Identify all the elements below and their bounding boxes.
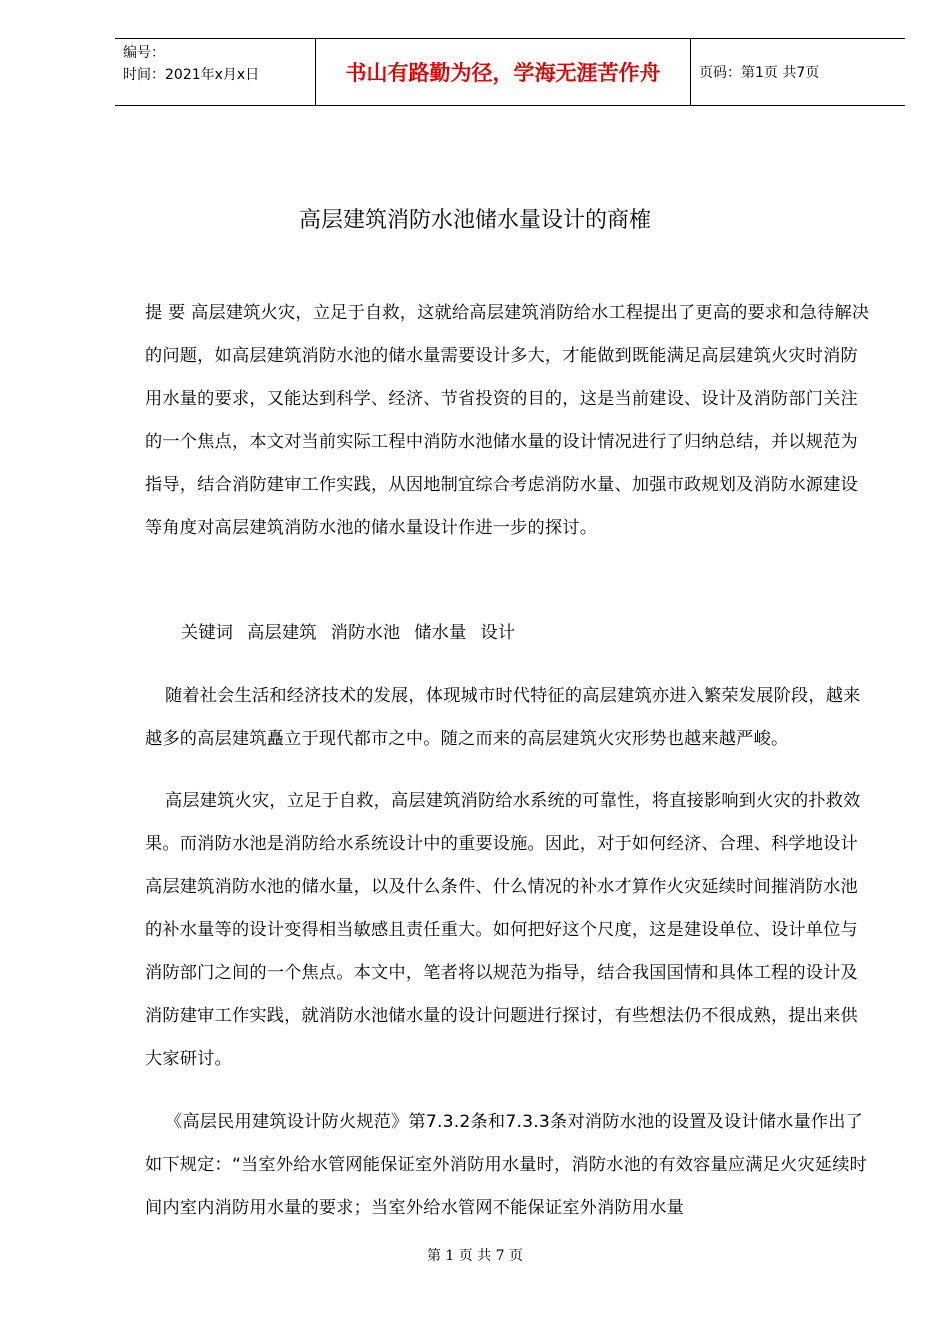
paragraph-text: 高层建筑火灾，立足于自救，高层建筑消防给水系统的可靠性，将直接影响到火灾的扑救效果。而消防水池是消防给水系统设计中的重要设施。因此，对于如何经济、合理、科学地设计高层建筑消防水池的储水量，以及什么条件、什么情况的补水才算作火灾延续时间摧消防水池的补水量等的设计变得相当敏感且责任重大。如何把好这个尺度，这是建设单位、设计单位与消防部门之间的一个焦点。本文中，笔者将以规范为指导，结合我国国情和具体工程的设计及消防建审工作实践，就消防水池储水量的设计问题进行探讨，有些想法仍不很成熟，提出来供大家研讨。	[145, 791, 861, 1069]
keywords-line	[181, 612, 909, 655]
body-paragraph	[145, 675, 873, 761]
document-title: 高层建筑消防水池储水量设计的商榷	[298, 208, 651, 233]
header-motto: 书山有路勤为径，学海无涯苦作舟	[315, 39, 691, 105]
keyword-item: 高层建筑	[247, 623, 317, 643]
header-page-info: 页码：第1页 共7页	[699, 65, 820, 81]
keyword-item: 消防水池	[330, 623, 401, 643]
page-header	[115, 38, 905, 106]
document-time: 时间：2021年x月x日	[123, 67, 260, 83]
paragraph-text: 随着社会生活和经济技术的发展，体现城市时代特征的高层建筑亦进入繁荣发展阶段，越来越多的高层建筑矗立于现代都市之中。随之而来的高层建筑火灾形势也越来越严峻。	[145, 686, 861, 749]
abstract-paragraph: 提 要 高层建筑火灾，立足于自救，这就给高层建筑消防给水工程提出了更高的要求和急待解决的问题，如高层建筑消防水池的储水量需要设计多大，才能做到既能满足高层建筑火灾时消防用水量的要求，又能达到科学、经济、节省投资的目的，这是当前建设、设计及消防部门关注的一个焦点，本文对当前实际工程中消防水池储水量的设计情况进行了归纳总结，并以规范为指导，结合消防建审工作实践，从因地制宜综合考虑消防水量、加强市政规划及消防水源建设等角度对高层建筑消防水池的储水量设计作进一步的探讨。	[145, 303, 870, 538]
body-paragraph	[145, 780, 873, 1081]
body-paragraph	[145, 1101, 873, 1230]
keywords-label: 关键词	[181, 623, 234, 643]
paragraph-text: 《高层民用建筑设计防火规范》第7.3.2条和7.3.3条对消防水池的设置及设计储水量作出了如下规定：“当室外给水管网能保证室外消防用水量时，消防水池的有效容量应满足火灾延续时间内室内消防用水量的要求；当室外给水管网不能保证室外消防用水量	[145, 1112, 867, 1218]
keyword-item: 储水量	[414, 623, 467, 643]
page-footer: 第 1 页 共 7 页	[426, 1248, 524, 1264]
header-meta	[123, 42, 315, 86]
document-number-label: 编号：	[123, 45, 165, 61]
keyword-item: 设计	[480, 623, 516, 643]
